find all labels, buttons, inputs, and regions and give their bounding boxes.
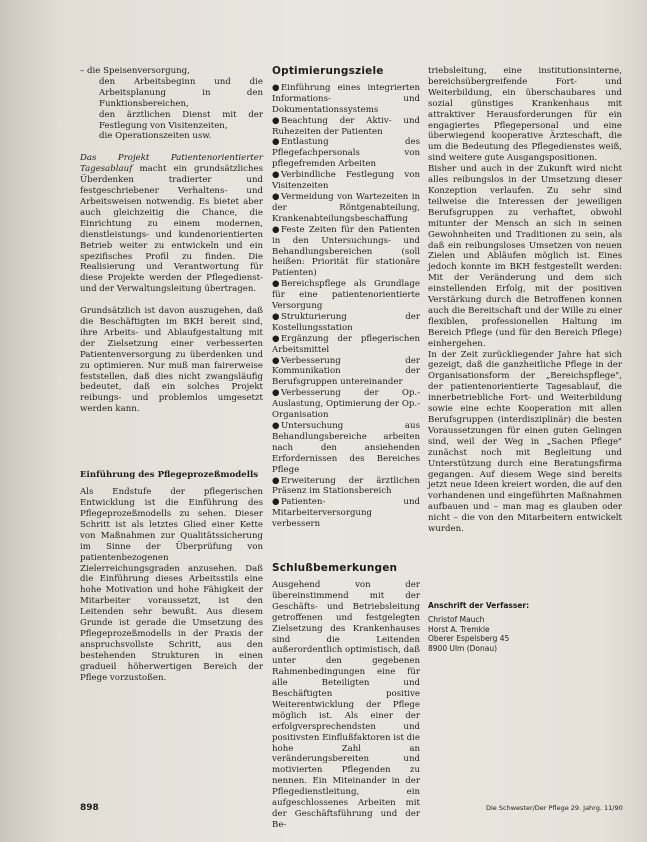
bullet-icon: ●	[272, 191, 280, 202]
bullet-icon: ●	[272, 170, 280, 181]
address-line: 8900 Ulm (Donau)	[428, 643, 498, 653]
bullet-item: ● Vermeidung von Wartezeiten in der Röntgenabteilung, Krankenabteilungsbeschaffung	[272, 191, 420, 224]
bullet-icon: ●	[272, 115, 280, 126]
list-item: den ärztlichen Dienst mit der Festlegung von Visitenzeiten,	[99, 109, 263, 131]
paragraph: Grundsätzlich ist davon auszugehen, daß die Beschäftigten im BKH bereit sind, ihre Arbeits- und Ablaufgestaltung mit der Zielsetzung einer verbesserten Patientenversorgung zu überdenken und zu optimieren. Nur muß man fairerweise feststellen, daß dies nicht zwangsläufig bedeutet, daß ein solches Projekt reibungs- und problemlos umgesetzt werden kann.	[80, 306, 263, 415]
section-heading: Schlußbemerkungen	[272, 562, 398, 575]
bullet-item: ● Ergänzung der pflegerischen Arbeitsmittel	[272, 333, 420, 355]
paragraph: Das Projekt Patientenorientierter Tagesablauf macht ein grundsätzliches Überdenken tradierter und festgeschriebener Verhaltens- und Arbeitsweisen notwendig. Es bietet aber auch gleichzeitig die Chance, die Einrichtung zu einem modernen, dienstleistungs- und kundenorientierten Betrieb weiter zu entwickeln und ein spezifisches Profil zu finden. Die Realisierung und Verantwortung für diese Projekte werden der Pflegedienst- und der Verwaltungsleitung übertragen.	[80, 153, 263, 295]
bullet-item: ● Verbesserung der Op.-Auslastung, Optimierung der Op.-Organisation	[272, 388, 420, 421]
paragraph: Als Endstufe der pflegerischen Entwicklung ist die Einführung des Pflegeprozeßmodells zu sehen. Dieser Schritt ist als letztes Glied einer Kette von Maßnahmen zur Qualitätssicherung im Sinne der Überprüfung von patientenbezogenen Zielerreichungsgraden anzusehen. Daß die Einführung dieses Arbeitsstils eine hohe Motivation und hohe Fähigkeit der Mitarbeiter voraussetzt, ist den Leitenden sehr bewußt. Aus diesem Grunde ist gerade die Umsetzung des Pflegeprozeßmodells in der Praxis der anspruchsvollste Schritt, aus den bestehenden Strukturen in einen gradueil höherwertigen Bereich der Pflege vorzustoßen.	[80, 487, 263, 683]
address-heading: Anschrift der Verfasser:	[428, 600, 530, 610]
bullet-icon: ●	[272, 421, 280, 431]
bullet-icon: ●	[272, 279, 280, 290]
bullet-icon: ●	[272, 224, 280, 235]
bullet-icon: ●	[272, 333, 280, 344]
bullet-icon: ●	[272, 497, 280, 508]
address-line: Oberer Espelsberg 45	[428, 634, 510, 644]
list-item: – die Speisenversorgung,	[80, 66, 190, 76]
bullet-list	[272, 83, 420, 530]
bullet-item: ● Strukturierung der Kostellungsstation	[272, 311, 420, 333]
address-line: Horst A. Tremkle	[428, 624, 490, 634]
bullet-icon: ●	[272, 311, 280, 322]
page-number: 898	[80, 803, 99, 813]
bullet-item: ● Beachtung der Aktiv- und Ruhezeiten der Patienten	[272, 115, 420, 137]
bullet-icon: ●	[272, 82, 280, 93]
bullet-icon: ●	[272, 355, 280, 366]
column-middle	[272, 66, 420, 831]
column-left	[80, 66, 263, 684]
journal-footer: Die Schwester/Der Pflege 29. Jahrg. 11/90	[486, 804, 623, 812]
bullet-item: ● Entlastung des Pflegefachpersonals von pflegefremden Arbeiten	[272, 137, 420, 170]
author-address	[428, 601, 622, 653]
bullet-item: ● Erweiterung der ärztlichen Präsenz im Stationsbereich	[272, 475, 420, 497]
bullet-icon: ●	[272, 475, 280, 486]
bullet-item: ● Einführung eines integrierten Informations- und Dokumentationssystems	[272, 82, 420, 115]
section-heading: Einführung des Pflegeprozeßmodells	[80, 470, 259, 481]
bullet-item: ● Verbindliche Festlegung von Visitenzeiten	[272, 170, 420, 192]
list-item: den Arbeitsbeginn und die Arbeitsplanung in den Funktionsbereichen,	[99, 76, 263, 109]
bullet-item: ● Feste Zeiten für den Patienten in den Untersuchungs- und Behandlungsbereichen (soll heißen: Priorität für stationäre Patienten)	[272, 224, 420, 279]
column-right	[428, 66, 622, 653]
bullet-item: ● Bereichspflege als Grundlage für eine patientenorientierte Versorgung	[272, 279, 420, 312]
section-heading: Optimierungsziele	[272, 65, 384, 77]
paragraph: triebsleitung, eine institutionsinterne, bereichsübergreifende Fort- und Weiterbildung, ein überschaubares und sozial günstiges Krankenhaus mit attraktiver Herausforderungen für ein engagiertes Pflegepersonal und eine überwiegend kooperative Ärzteschaft, die um die Bedeutung des Pflegedienstes weiß, sind weitere gute Ausgangspositionen.	[428, 66, 622, 164]
paragraph: Ausgehend von der übereinstimmend mit der Geschäfts- und Betriebsleitung getroffenen und festgelegten Zielsetzung des Krankenhauses sind die Leitenden außerordentlich optimistisch, daß unter den gegebenen Rahmenbedingungen eine für alle Beteiligten und Beschäftigten positive Weiterentwicklung der Pflege möglich ist. Als einer der erfolgversprechendsten und positivsten Einflußfaktoren ist die hohe Zahl an veränderungsbereiten und motivierten Pflegenden zu nennen. Ein Miteinander in der Pflegedienstleitung, ein aufgeschlossenes Arbeiten mit der Geschäftsführung und der Be-	[272, 579, 420, 830]
list-item: die Operationszeiten usw.	[99, 131, 212, 142]
paragraph: Bisher und auch in der Zukunft wird nicht alles reibungslos in der Umsetzung dieser Konzeption verlaufen. Zu sehr sind teilweise die Interessen der jeweiligen Berufsgruppen zu verhaftet, obwohl mitunter der Mensch an sich in seinen Gewohnheiten und Traditionen zu sein, als daß ein reibungsloses Umsetzen von neuen Zielen und Abläufen möglich ist. Eines jedoch konnte im BKH festgestellt werden: Mit der Veränderung und dem sich einstellenden Erfolg, mit der positiven Verstärkung durch die Betroffenen konnen auch die Bereitschaft und der Wille zu einer flexiblen, professionellen Haltung im Bereich Pflege (und für den Bereich Pflege) einhergehen.	[428, 164, 622, 349]
bullet-item: ● Verbesserung der Kommunikation der Berufsgruppen untereinander	[272, 355, 420, 388]
bullet-item: ● Patienten- und Mitarbeiterversorgung verbessern	[272, 497, 420, 530]
paragraph: In der Zeit zurückliegender Jahre hat sich gezeigt, daß die ganzheitliche Pflege in der Organisationsform der „Bereichspflege", der patientenorientierte Tagesablauf, die innerbetriebliche Fort- und Weiterbildung sowie eine echte Kooperation mit allen Berufsgruppen (interdisziplinär) die besten Voraussetzungen für einen guten Gelingen sind, weil der Weg in „Sachen Pflege" zunächst noch mit Begleitung und Unterstützung durch eine Beratungsfirma gegangen. Auf diesem Wege sind bereits jetzt neue Ideen kreiert worden, die auf den vorhandenen und eingeführten Maßnahmen aufbauen und – man mag es glauben oder nicht – die von den Mitarbeitern entwickelt wurden.	[428, 349, 622, 535]
bullet-icon: ●	[272, 137, 280, 148]
bullet-item: ● Untersuchung aus Behandlungsbereiche arbeiten nach den ansiehenden Erfordernissen des Bereiches Pflege	[272, 421, 420, 475]
address-line: Christof Mauch	[428, 615, 485, 625]
bullet-icon: ●	[272, 388, 280, 399]
